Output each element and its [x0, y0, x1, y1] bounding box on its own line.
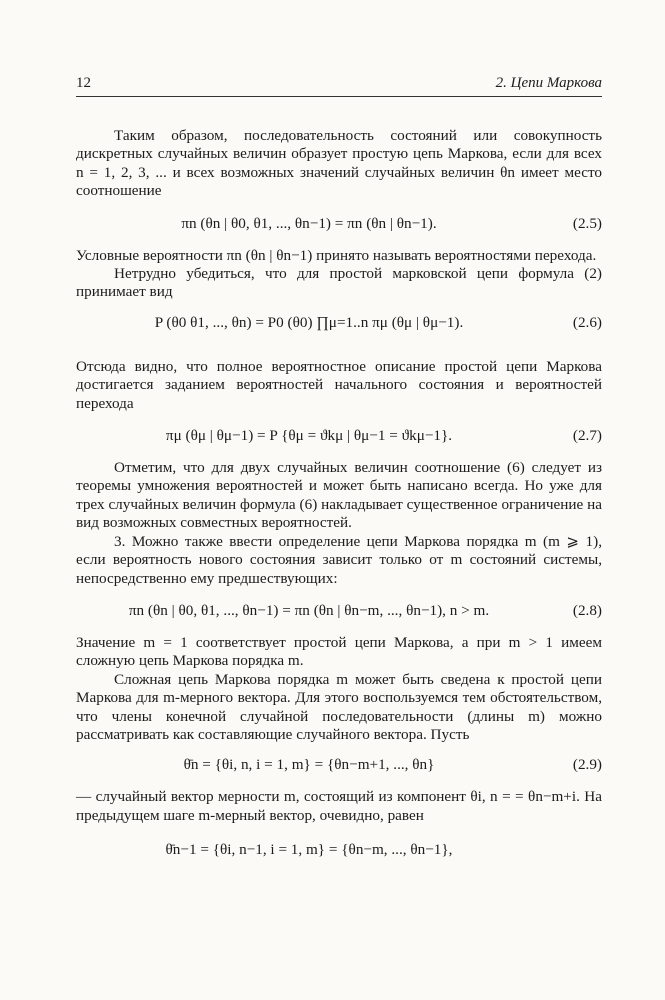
page-body — [76, 127, 602, 861]
chapter-title: 2. Цепи Маркова — [495, 75, 602, 91]
equation-2-8 — [76, 602, 602, 622]
equation-2-10 — [76, 841, 602, 861]
header-rule — [76, 96, 602, 97]
equation-expression: πn (θn | θ0, θ1, ..., θn−1) = πn (θn | θn−m, ..., θn−1), n > m. — [128, 601, 490, 619]
paragraph-1: Таким образом, последовательность состояний или совокупность дискретных случайных величин образует простую цепь Маркова, если для всех n = 1, 2, 3, ... и всех возможных значений случайных величин θn имеет место соотношение — [76, 127, 602, 200]
paragraph-3: Нетрудно убедиться, что для простой марковской цепи формула (2) принимает вид — [76, 265, 602, 301]
equation-2-5 — [76, 215, 602, 235]
equation-expression: θ̄n−1 = {θi, n−1, i = 1, m} = {θn−m, ..., θn−1}, — [165, 841, 453, 859]
paragraph-4: Отсюда видно, что полное вероятностное описание простой цепи Маркова достигается заданием вероятностей начального состояния и вероятностей перехода — [76, 357, 602, 412]
equation-2-7 — [76, 427, 602, 447]
equation-number: (2.7) — [572, 427, 602, 445]
paragraph-6: 3. Можно также ввести определение цепи Маркова порядка m (m ⩾ 1), если вероятность нового состояния зависит только от m состояний системы, непосредственно ему предшествующих: — [76, 532, 602, 587]
paragraph-8: Сложная цепь Маркова порядка m может быть сведена к простой цепи Маркова для m-мерного вектора. Для этого воспользуемся тем обстоятельством, что члены конечной случайной последовательности (длины m) можно рассматривать как составляющие случайного вектора. Пусть — [76, 670, 602, 743]
equation-expression: P (θ0 θ1, ..., θn) = P0 (θ0) ∏μ=1..n πμ (θμ | θμ−1). — [154, 313, 464, 331]
equation-number: (2.9) — [572, 756, 602, 774]
equation-expression: πμ (θμ | θμ−1) = P {θμ = ϑkμ | θμ−1 = ϑkμ−1}. — [165, 427, 453, 445]
equation-2-6 — [76, 314, 602, 358]
page-number: 12 — [76, 75, 91, 91]
equation-expression: πn (θn | θ0, θ1, ..., θn−1) = πn (θn | θn−1). — [181, 214, 437, 232]
equation-expression: θ̄n = {θi, n, i = 1, m} = {θn−m+1, ..., θn} — [183, 756, 435, 774]
paragraph-7: Значение m = 1 соответствует простой цепи Маркова, а при m > 1 имеем сложную цепь Маркова порядка m. — [76, 633, 602, 670]
equation-number: (2.5) — [572, 214, 602, 232]
paragraph-9: — случайный вектор мерности m, состоящий из компонент θi, n = = θn−m+i. На предыдущем шаге m-мерный вектор, очевидно, равен — [76, 788, 602, 824]
page-header — [76, 75, 602, 97]
paragraph-5: Отметим, что для двух случайных величин соотношение (6) следует из теоремы умножения вероятностей и может быть написано всегда. Но уже для трех случайных величин формула (6) накладывает существенное ограничение на вид возможных совместных вероятностей. — [76, 459, 602, 532]
equation-number: (2.6) — [572, 313, 602, 331]
paragraph-2: Условные вероятности πn (θn | θn−1) принято называть вероятностями перехода. — [76, 246, 597, 264]
equation-2-9 — [76, 756, 602, 776]
equation-number: (2.8) — [572, 601, 602, 619]
